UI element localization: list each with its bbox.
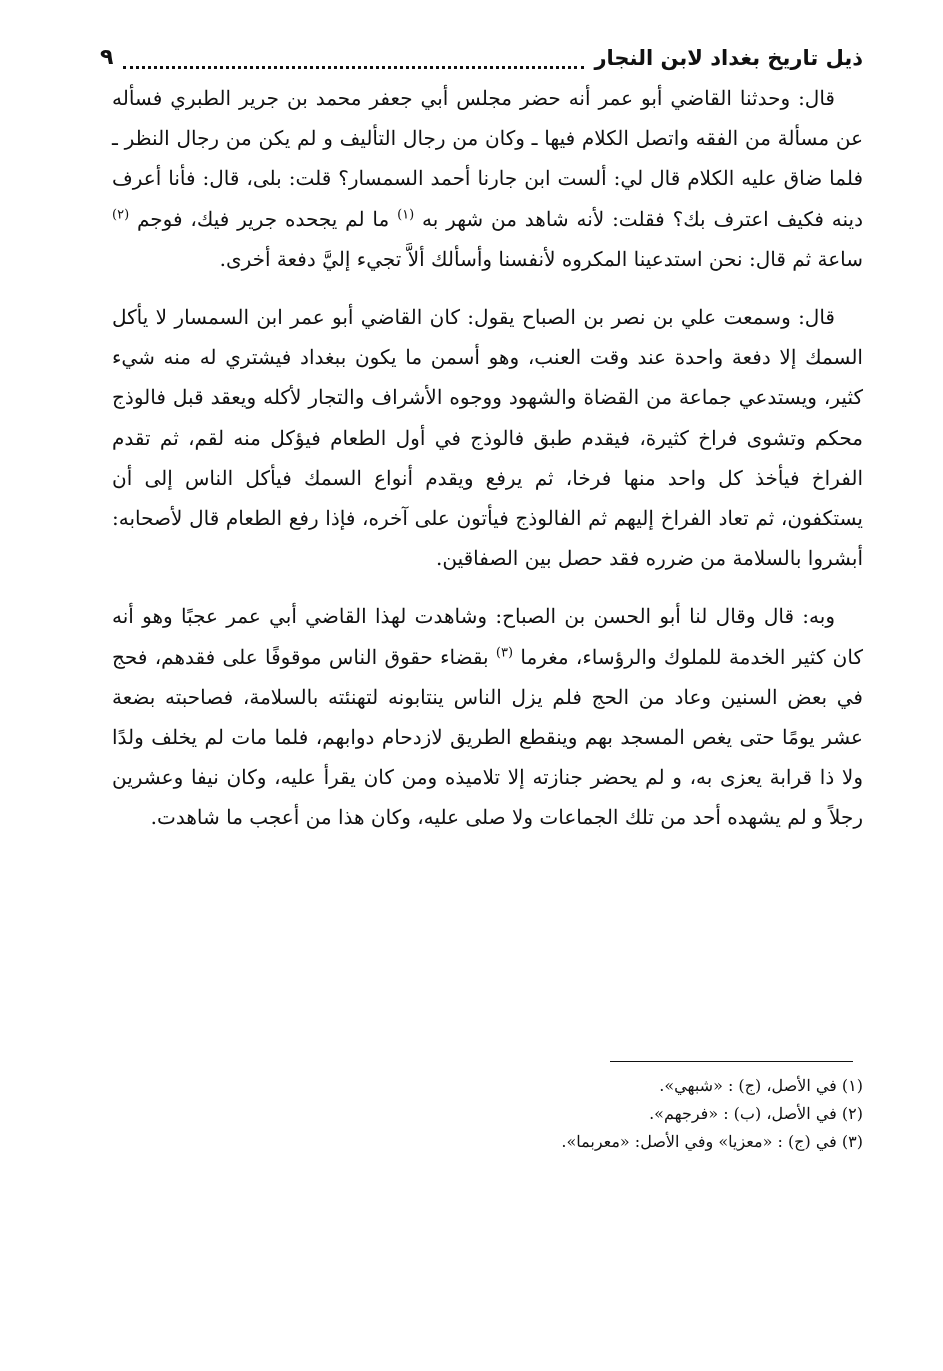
paragraph-2 bbox=[112, 297, 863, 578]
footnote-ref-3: (٣) bbox=[495, 644, 514, 660]
header-dot-leader bbox=[123, 48, 584, 69]
paragraph-text: ما لم يجحده جرير فيك، فوجم bbox=[136, 206, 390, 231]
page-number: ٩ bbox=[100, 45, 114, 70]
main-text bbox=[112, 78, 863, 856]
footnote-separator bbox=[610, 1061, 853, 1062]
paragraph-3 bbox=[112, 596, 863, 837]
paragraph-text: قال: وحدثنا القاضي أبو عمر أنه حضر مجلس أبي جعفر محمد بن جرير الطبري فسأله عن مسألة من الفقه واتصل الكلام فيها ـ وكان من رجال التأليف و لم يكن من رجال النظر ـ فلما ضاق عليه الكلام قال لي: ألست ابن جارنا أحمد السمسار؟ قلت: بلى، قال: فأنا أعرف دينه فكيف اعترف بك؟ فقلت: لأنه شاهد من شهر به bbox=[112, 86, 863, 231]
paragraph-text: ساعة ثم قال: نحن استدعينا المكروه لأنفسنا وأسألك ألاَّ تجيء إليَّ دفعة أخرى. bbox=[219, 246, 863, 271]
footnote-ref-2: (٢) bbox=[112, 206, 130, 222]
footnote-ref-1: (١) bbox=[397, 206, 415, 222]
running-header bbox=[100, 33, 863, 73]
footnotes bbox=[200, 1072, 863, 1156]
paragraph-text: وبه: قال وقال لنا أبو الحسن بن الصباح: وشاهدت لهذا القاضي أبي عمر عجبًا وهو أنه كان كثير الخدمة للملوك والرؤساء، مغرما bbox=[112, 604, 863, 669]
footnote-3: (٣) في (ج) : «معزيا» وفي الأصل: «معربما». bbox=[561, 1132, 863, 1151]
footnote-2: (٢) في الأصل، (ب) : «فرجهم». bbox=[649, 1104, 863, 1123]
paragraph-text: بقضاء حقوق الناس موقوفًا على فقدهم، فحج في بعض السنين وعاد من الحج فلم يزل الناس ينتابونه لتهنئته بالسلامة، فصاحبته بضعة عشر يومًا حتى يغص المسجد بهم وينقطع الطريق لازدحام دوابهم، فلما مات لم يخلف ولدًا ولا ذا قرابة يعزى به، و لم يحضر جنازته إلا تلاميذه ومن كان يقرأ عليه، وكان نيفا وعشرين رجلاً و لم يشهده أحد من تلك الجماعات ولا صلى عليه، وكان هذا من أعجب ما شاهدت. bbox=[112, 644, 863, 830]
paragraph-text: قال: وسمعت علي بن نصر بن الصباح يقول: كان القاضي أبو عمر ابن السمسار لا يأكل السمك إلا دفعة واحدة عند وقت العنب، وهو أسمن ما يكون ببغداد فيشتري له منه شيء كثير، ويستدعي جماعة من القضاة والشهود ووجوه الأشراف والتجار لأكله ويعقد قبل فالوذج محكم وتشوى فراخ كثيرة، فيقدم طبق فالوذج في أول الطعام فيؤكل منه لقم، ثم تقدم الفراخ فيأخذ كل واحد منها فرخا، ثم يرفع ويقدم أنواع السمك فيأكل الناس إلى أن يستكفون، ثم تعاد الفراخ إليهم ثم الفالوذج فيأتون على آخره، فإذا رفع الطعام قال لأصحابه: أبشروا بالسلامة من ضرره فقد حصل بين الصفاقين. bbox=[112, 305, 864, 571]
paragraph-1 bbox=[112, 78, 863, 279]
footnote-1: (١) في الأصل، (ج) : «شبهي». bbox=[659, 1076, 863, 1095]
header-title: ذيل تاريخ بغداد لابن النجار bbox=[594, 46, 863, 70]
